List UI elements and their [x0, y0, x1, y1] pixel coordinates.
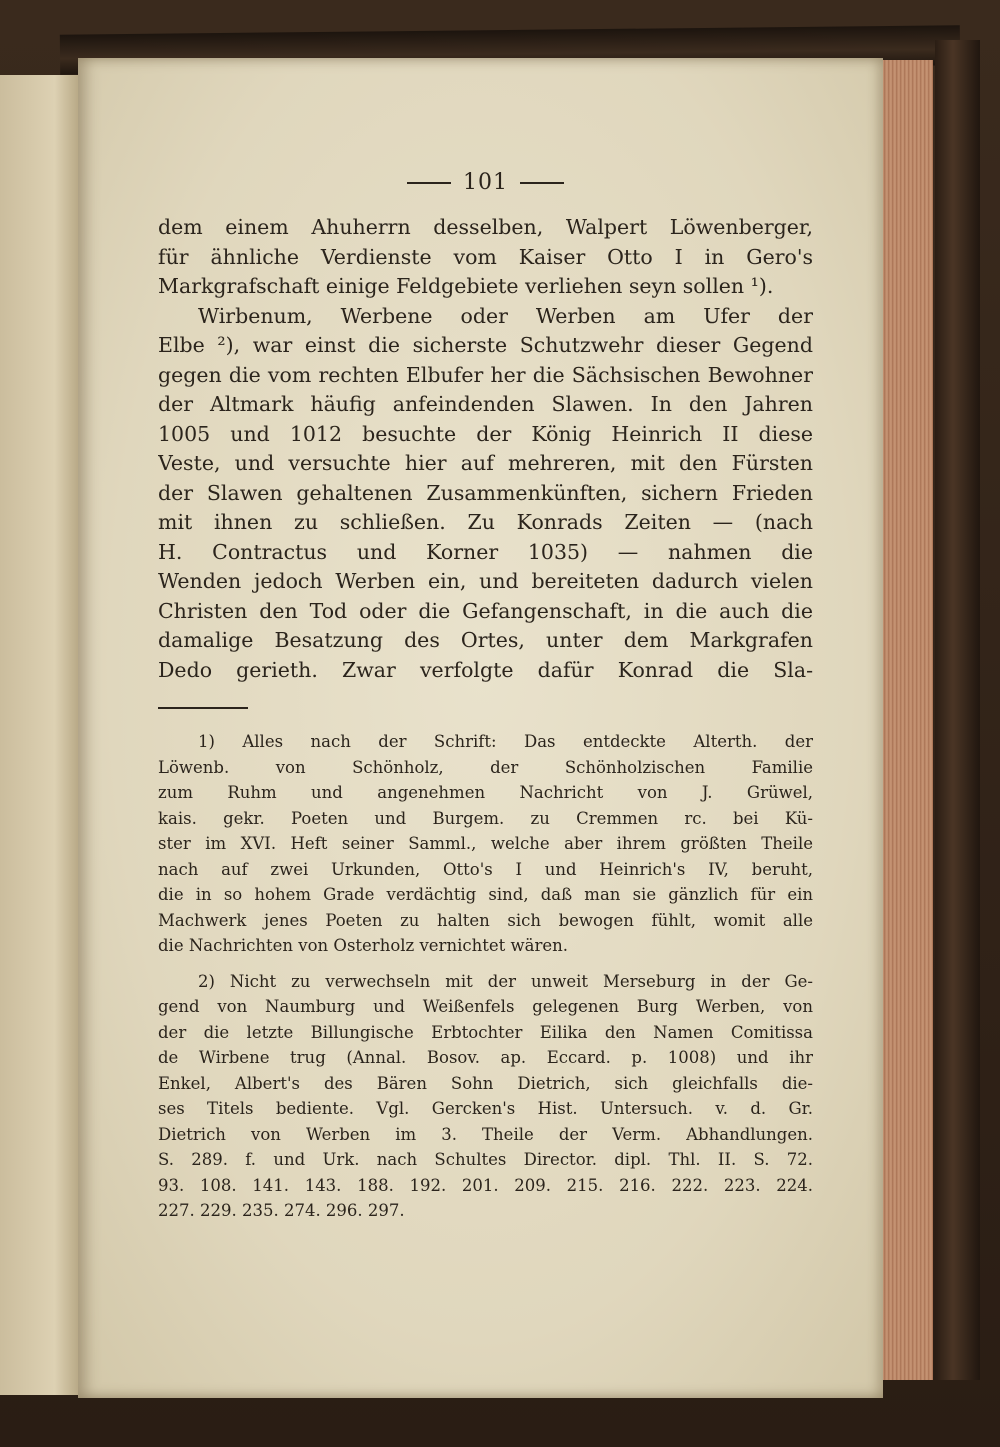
footnote-line: die Nachrichten von Osterholz vernichtet wären. [158, 936, 568, 955]
body-line: Christen den Tod oder die Gefangenschaft, in die auch die [158, 598, 813, 623]
footnote-line: de Wirbene trug (Annal. Bosov. ap. Eccard. p. 1008) und ihr [158, 1048, 813, 1067]
footnote-line: zum Ruhm und angenehmen Nachricht von J. Grüwel, [158, 783, 813, 802]
footnote-line: 1) Alles nach der Schrift: Das entdeckte Alterth. der [198, 732, 813, 751]
book-cover-right-edge [935, 40, 980, 1380]
footnote-line: 2) Nicht zu verwechseln mit der unweit Merseburg in der Ge- [198, 971, 813, 991]
footnote-line: ses Titels bediente. Vgl. Gercken's Hist. Untersuch. v. d. Gr. [158, 1099, 813, 1118]
book-page [78, 58, 883, 1398]
footnote-line: die in so hohem Grade verdächtig sind, daß man sie gänzlich für ein [158, 885, 813, 904]
footnote-line: gend von Naumburg und Weißenfels gelegenen Burg Werben, von [158, 997, 813, 1016]
footnote-line: S. 289. f. und Urk. nach Schultes Director. dipl. Thl. II. S. 72. [158, 1150, 813, 1169]
text-block [158, 170, 813, 1224]
body-line: der Slawen gehaltenen Zusammenkünften, sichern Frieden [158, 480, 813, 505]
body-line: mit ihnen zu schließen. Zu Konrads Zeiten — (nach [158, 510, 813, 534]
body-line: für ähnliche Verdienste vom Kaiser Otto I in Gero's [158, 244, 813, 269]
footnote-gap [158, 959, 813, 969]
page-number: 101 [463, 170, 508, 195]
page-header [158, 170, 813, 195]
footnote-line: nach auf zwei Urkunden, Otto's I und Heinrich's IV, beruht, [158, 859, 813, 879]
body-line: der Altmark häufig anfeindenden Slawen. In den Jahren [158, 392, 813, 416]
footnotes [158, 729, 813, 1224]
footnote-1 [158, 729, 813, 959]
body-line: Veste, und versuchte hier auf mehreren, mit den Fürsten [158, 451, 813, 475]
body-line: gegen die vom rechten Elbufer her die Sächsischen Bewohner [158, 362, 813, 387]
footnote-line: kais. gekr. Poeten und Burgem. zu Cremmen rc. bei Kü- [158, 808, 813, 828]
body-line: dem einem Ahuherrn desselben, Walpert Löwenberger, [158, 215, 813, 239]
footnote-line: Machwerk jenes Poeten zu halten sich bewogen fühlt, womit alle [158, 910, 813, 930]
footnote-line: der die letzte Billungische Erbtochter Eilika den Namen Comitissa [158, 1022, 813, 1042]
body-line: Wirbenum, Werbene oder Werben am Ufer der [198, 303, 813, 328]
body-line: Markgrafschaft einige Feldgebiete verliehen seyn sollen ¹). [158, 274, 774, 298]
footnote-line: 227. 229. 235. 274. 296. 297. [158, 1201, 405, 1220]
footnote-line: Löwenb. von Schönholz, der Schönholzischen Familie [158, 757, 813, 777]
body-line: H. Contractus und Korner 1035) — nahmen die [158, 539, 813, 564]
header-dash-right [520, 182, 564, 184]
body-line: Elbe ²), war einst die sicherste Schutzwehr dieser Gegend [158, 333, 813, 357]
page-block-edge [880, 60, 933, 1380]
footnote-rule [158, 707, 248, 709]
footnote-line: ster im XVI. Heft seiner Samml., welche aber ihrem größten Theile [158, 834, 813, 853]
footnote-line: Enkel, Albert's des Bären Sohn Dietrich, sich gleichfalls die- [158, 1073, 813, 1093]
facing-page-edge [0, 75, 80, 1395]
body-line: Dedo gerieth. Zwar verfolgte dafür Konrad die Sla- [158, 657, 813, 682]
footnote-line: 93. 108. 141. 143. 188. 192. 201. 209. 215. 216. 222. 223. 224. [158, 1175, 813, 1195]
body-line: 1005 und 1012 besuchte der König Heinrich II diese [158, 421, 813, 446]
header-dash-left [407, 182, 451, 184]
body-line: Wenden jedoch Werben ein, und bereiteten dadurch vielen [158, 569, 813, 593]
footnote-line: Dietrich von Werben im 3. Theile der Verm. Abhandlungen. [158, 1124, 813, 1144]
body-line: damalige Besatzung des Ortes, unter dem Markgrafen [158, 628, 813, 652]
body-text [158, 213, 813, 685]
footnote-2 [158, 969, 813, 1224]
